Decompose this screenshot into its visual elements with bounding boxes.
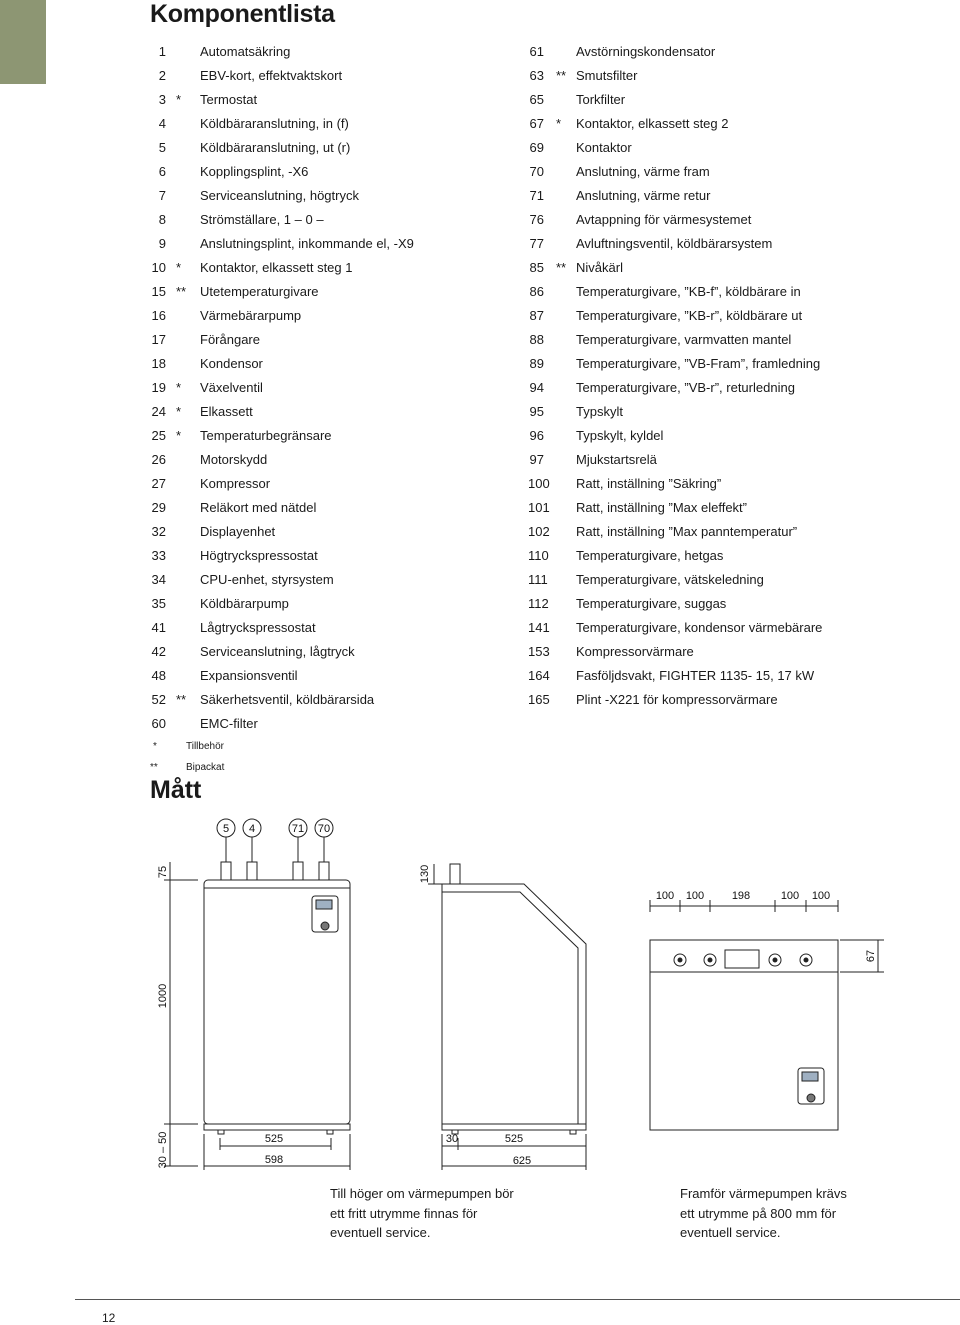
component-name: Ratt, inställning ”Max eleffekt” <box>576 500 747 515</box>
front-view-body <box>204 880 350 1124</box>
component-name: Temperaturbegränsare <box>200 428 332 443</box>
component-name: Plint -X221 för kompressorvärmare <box>576 692 778 707</box>
component-mark: * <box>556 116 562 131</box>
component-name: Köldbäraranslutning, in (f) <box>200 116 349 131</box>
component-number: 89 <box>529 356 544 371</box>
component-name: CPU-enhet, styrsystem <box>200 572 334 587</box>
component-name: Avluftningsventil, köldbärarsystem <box>576 236 773 251</box>
component-name: EBV-kort, effektvaktskort <box>200 68 343 83</box>
component-name: Kondensor <box>200 356 263 371</box>
component-name: Typskylt <box>576 404 623 419</box>
component-name: Serviceanslutning, lågtryck <box>200 644 355 659</box>
component-name: Högtryckspressostat <box>200 548 318 563</box>
component-number: 6 <box>158 164 166 179</box>
component-number: 4 <box>158 116 166 131</box>
component-mark: * <box>176 260 182 275</box>
component-number: 7 <box>158 188 166 203</box>
component-number: 86 <box>529 284 544 299</box>
component-name: Kompressor <box>200 476 271 491</box>
legend-mark: * <box>153 741 157 752</box>
component-number: 32 <box>151 524 166 539</box>
dimensions-title: Mått <box>150 776 202 804</box>
component-number: 52 <box>151 692 166 707</box>
callout-label: 4 <box>248 823 256 835</box>
component-number: 35 <box>151 596 166 611</box>
component-number: 65 <box>529 92 544 107</box>
dim-rear-spacing: 198 <box>731 890 751 902</box>
dim-side-width: 625 <box>512 1155 532 1167</box>
footer-rule <box>75 1299 960 1300</box>
dim-rear-spacing: 100 <box>811 890 831 902</box>
component-number: 48 <box>151 668 166 683</box>
legend-text: Tillbehör <box>186 741 224 752</box>
dim-front-width: 598 <box>264 1154 284 1166</box>
component-name: EMC-filter <box>200 716 258 731</box>
component-number: 88 <box>529 332 544 347</box>
dim-side-offset: 30 <box>445 1133 459 1145</box>
dim-side-inner: 525 <box>504 1133 524 1145</box>
note-right-side: Till höger om värmepumpen bör ett fritt utrymme finnas för eventuell service. <box>330 1186 514 1240</box>
dim-rear-spacing: 100 <box>780 890 800 902</box>
component-mark: ** <box>556 68 567 83</box>
component-number: 85 <box>529 260 544 275</box>
component-name: Kompressorvärmare <box>576 644 694 659</box>
component-name: Torkfilter <box>576 92 626 107</box>
component-number: 17 <box>151 332 166 347</box>
component-number: 77 <box>529 236 544 251</box>
component-number: 97 <box>529 452 544 467</box>
component-name: Värmebärarpump <box>200 308 302 323</box>
component-mark: * <box>176 92 182 107</box>
component-number: 10 <box>151 260 166 275</box>
component-mark: * <box>176 380 182 395</box>
component-list-title: Komponentlista <box>150 0 335 28</box>
component-number: 9 <box>158 236 166 251</box>
component-name: Anslutningsplint, inkommande el, -X9 <box>200 236 414 251</box>
component-number: 41 <box>151 620 166 635</box>
component-name: Säkerhetsventil, köldbärarsida <box>200 692 375 707</box>
dim-front-inner: 525 <box>264 1133 284 1145</box>
component-number: 42 <box>151 644 166 659</box>
component-name: Kontaktor, elkassett steg 1 <box>200 260 353 275</box>
component-number: 112 <box>528 596 549 611</box>
component-number: 100 <box>528 476 550 491</box>
component-number: 5 <box>158 140 166 155</box>
component-name: Typskylt, kyldel <box>576 428 664 443</box>
component-number: 26 <box>151 452 166 467</box>
component-name: Ratt, inställning ”Säkring” <box>576 476 722 491</box>
component-name: Temperaturgivare, vätskeledning <box>576 572 764 587</box>
callout-label: 70 <box>317 823 331 835</box>
component-name: Serviceanslutning, högtryck <box>200 188 359 203</box>
component-number: 8 <box>158 212 166 227</box>
callout-label: 5 <box>222 823 230 835</box>
component-name: Temperaturgivare, ”VB-r”, returledning <box>576 380 795 395</box>
component-name: Temperaturgivare, suggas <box>576 596 727 611</box>
component-number: 25 <box>151 428 166 443</box>
component-number: 67 <box>529 116 544 131</box>
component-number: 141 <box>528 620 550 635</box>
component-number: 96 <box>529 428 544 443</box>
legend-mark: ** <box>150 762 158 773</box>
component-number: 1 <box>158 44 166 59</box>
component-name: Temperaturgivare, kondensor värmebärare <box>576 620 823 635</box>
component-number: 110 <box>528 548 549 563</box>
page-number: 12 <box>102 1311 116 1325</box>
component-name: Fasföljdsvakt, FIGHTER 1135- 15, 17 kW <box>576 668 815 683</box>
side-view-body <box>442 884 586 1124</box>
component-name: Automatsäkring <box>200 44 291 59</box>
component-name: Smutsfilter <box>576 68 638 83</box>
component-name: Lågtryckspressostat <box>200 620 316 635</box>
dim-height: 1000 <box>157 983 169 1009</box>
component-number: 87 <box>529 308 544 323</box>
component-name: Temperaturgivare, ”VB-Fram”, framledning <box>576 356 821 371</box>
component-number: 102 <box>528 524 550 539</box>
component-name: Temperaturgivare, varmvatten mantel <box>576 332 792 347</box>
component-number: 15 <box>151 284 166 299</box>
component-name: Displayenhet <box>200 524 276 539</box>
component-name: Kopplingsplint, -X6 <box>200 164 309 179</box>
component-name: Termostat <box>200 92 258 107</box>
component-number: 164 <box>528 668 550 683</box>
callout-label: 71 <box>291 823 305 835</box>
component-number: 94 <box>529 380 544 395</box>
component-name: Anslutning, värme fram <box>576 164 710 179</box>
component-name: Elkassett <box>200 404 253 419</box>
dim-rear-spacing: 100 <box>655 890 675 902</box>
component-name: Temperaturgivare, hetgas <box>576 548 724 563</box>
component-number: 27 <box>151 476 166 491</box>
component-name: Anslutning, värme retur <box>576 188 711 203</box>
component-number: 33 <box>151 548 166 563</box>
component-number: 71 <box>529 188 544 203</box>
component-name: Temperaturgivare, ”KB-r”, köldbärare ut <box>576 308 803 323</box>
component-number: 16 <box>151 308 166 323</box>
component-mark: ** <box>556 260 567 275</box>
component-number: 60 <box>151 716 166 731</box>
component-name: Kontaktor <box>576 140 632 155</box>
legend-text: Bipackat <box>186 762 225 773</box>
dim-feet: 30 – 50 <box>157 1131 169 1169</box>
component-number: 19 <box>151 380 166 395</box>
component-number: 101 <box>528 500 550 515</box>
component-name: Köldbärarpump <box>200 596 289 611</box>
note-front: Framför värmepumpen krävs ett utrymme på 800 mm för eventuell service. <box>680 1186 847 1240</box>
component-name: Utetemperaturgivare <box>200 284 319 299</box>
component-number: 111 <box>528 572 548 587</box>
component-number: 165 <box>528 692 550 707</box>
component-name: Växelventil <box>200 380 263 395</box>
component-name: Expansionsventil <box>200 668 298 683</box>
component-name: Mjukstartsrelä <box>576 452 657 467</box>
component-number: 24 <box>151 404 166 419</box>
component-number: 61 <box>529 44 544 59</box>
component-name: Motorskydd <box>200 452 268 467</box>
component-name: Strömställare, 1 ‒ 0 ‒ <box>200 212 324 227</box>
component-number: 18 <box>151 356 166 371</box>
component-number: 63 <box>529 68 544 83</box>
component-name: Avtappning för värmesystemet <box>576 212 752 227</box>
dim-top-height: 75 <box>157 865 169 879</box>
component-number: 69 <box>529 140 544 155</box>
component-name: Nivåkärl <box>576 260 623 275</box>
component-name: Avstörningskondensator <box>576 44 716 59</box>
component-mark: * <box>176 404 182 419</box>
component-number: 95 <box>529 404 544 419</box>
component-mark: ** <box>176 692 187 707</box>
component-mark: ** <box>176 284 187 299</box>
dim-side-top: 130 <box>419 864 431 884</box>
component-name: Kontaktor, elkassett steg 2 <box>576 116 729 131</box>
component-number: 29 <box>151 500 166 515</box>
component-number: 2 <box>158 68 166 83</box>
component-number: 76 <box>529 212 544 227</box>
dim-rear-spacing: 100 <box>685 890 705 902</box>
component-mark: * <box>176 428 182 443</box>
component-name: Ratt, inställning ”Max panntemperatur” <box>576 524 798 539</box>
component-name: Köldbäraranslutning, ut (r) <box>200 140 351 155</box>
component-name: Förångare <box>200 332 260 347</box>
component-number: 3 <box>158 92 166 107</box>
component-number: 34 <box>151 572 166 587</box>
component-number: 153 <box>528 644 550 659</box>
component-name: Temperaturgivare, ”KB-f”, köldbärare in <box>576 284 801 299</box>
component-number: 70 <box>529 164 544 179</box>
dim-rear-height: 67 <box>865 949 877 963</box>
component-name: Reläkort med nätdel <box>200 500 317 515</box>
